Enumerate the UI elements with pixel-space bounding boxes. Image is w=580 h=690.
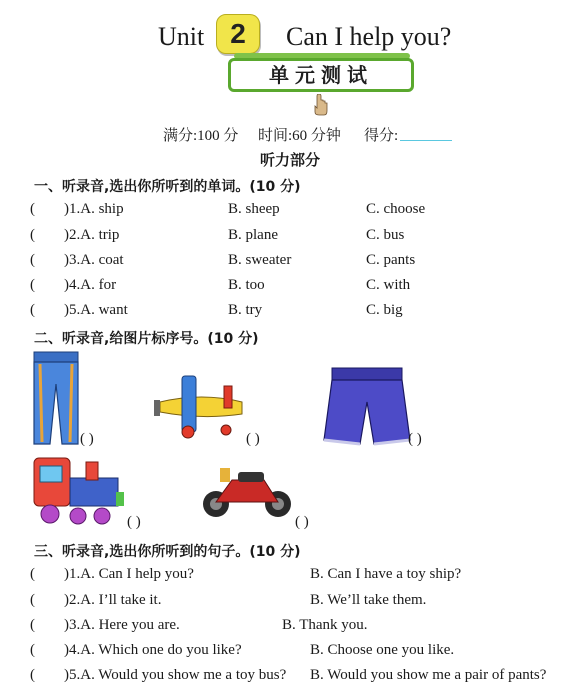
option-c: C. big bbox=[366, 302, 403, 318]
picture-5-answer[interactable]: ( ) bbox=[295, 514, 309, 530]
option-a: )5.A. want bbox=[64, 302, 128, 318]
option-a: )4.A. for bbox=[64, 277, 117, 293]
option-c: C. bus bbox=[366, 227, 405, 243]
table-row bbox=[0, 617, 580, 639]
shorts-icon bbox=[320, 366, 414, 446]
score-label: 得分: bbox=[364, 128, 399, 144]
table-row bbox=[0, 592, 580, 614]
table-row bbox=[0, 642, 580, 664]
picture-2-answer[interactable]: ( ) bbox=[246, 431, 260, 447]
table-row bbox=[0, 667, 580, 689]
toy-plane-icon bbox=[152, 372, 252, 440]
option-b: B. try bbox=[228, 302, 263, 318]
option-a: )1.A. Can I help you? bbox=[64, 566, 194, 582]
unit-number-badge: 2 bbox=[216, 14, 260, 54]
toy-train-icon bbox=[30, 452, 128, 528]
picture-3-answer[interactable]: ( ) bbox=[408, 431, 422, 447]
score-blank[interactable] bbox=[400, 140, 452, 141]
table-row bbox=[0, 566, 580, 588]
full-score: 满分:100 分 bbox=[163, 128, 239, 144]
option-c: C. pants bbox=[366, 252, 416, 268]
section2-heading: 二、听录音,给图片标序号。(10 分) bbox=[34, 331, 259, 347]
option-a: )1.A. ship bbox=[64, 201, 124, 217]
pants-icon bbox=[30, 350, 82, 446]
table-row bbox=[0, 277, 580, 299]
option-a: )3.A. coat bbox=[64, 252, 124, 268]
option-a: )3.A. Here you are. bbox=[64, 617, 180, 633]
motorcycle-icon bbox=[198, 462, 296, 520]
unit-word: Unit bbox=[158, 22, 205, 51]
option-b: B. sheep bbox=[228, 201, 280, 217]
option-b: B. Would you show me a pair of pants? bbox=[310, 667, 547, 683]
option-b: B. plane bbox=[228, 227, 278, 243]
table-row bbox=[0, 302, 580, 324]
option-a: )2.A. trip bbox=[64, 227, 120, 243]
time-limit: 时间:60 分钟 bbox=[258, 128, 341, 144]
option-b: B. We’ll take them. bbox=[310, 592, 427, 608]
option-b: B. Can I have a toy ship? bbox=[310, 566, 462, 582]
table-row bbox=[0, 252, 580, 274]
answer-paren[interactable]: ( bbox=[30, 667, 35, 683]
answer-paren[interactable]: ( bbox=[30, 302, 35, 318]
banner-text: 单元测试 bbox=[228, 58, 414, 92]
section3-heading: 三、听录音,选出你所听到的句子。(10 分) bbox=[34, 544, 301, 560]
answer-paren[interactable]: ( bbox=[30, 592, 35, 608]
listening-section-label: 听力部分 bbox=[259, 151, 320, 169]
answer-paren[interactable]: ( bbox=[30, 277, 35, 293]
answer-paren[interactable]: ( bbox=[30, 227, 35, 243]
option-a: )5.A. Would you show me a toy bus? bbox=[64, 667, 287, 683]
option-b: B. sweater bbox=[228, 252, 292, 268]
option-a: )2.A. I’ll take it. bbox=[64, 592, 162, 608]
option-b: B. too bbox=[228, 277, 265, 293]
hand-icon bbox=[314, 94, 328, 116]
answer-paren[interactable]: ( bbox=[30, 252, 35, 268]
option-b: B. Choose one you like. bbox=[310, 642, 455, 658]
table-row bbox=[0, 201, 580, 223]
section1-heading: 一、听录音,选出你所听到的单词。(10 分) bbox=[34, 179, 301, 195]
unit-title: Can I help you? bbox=[286, 22, 452, 51]
answer-paren[interactable]: ( bbox=[30, 642, 35, 658]
picture-1-answer[interactable]: ( ) bbox=[80, 431, 94, 447]
answer-paren[interactable]: ( bbox=[30, 566, 35, 582]
answer-paren[interactable]: ( bbox=[30, 201, 35, 217]
option-c: C. with bbox=[366, 277, 411, 293]
option-c: C. choose bbox=[366, 201, 426, 217]
table-row bbox=[0, 227, 580, 249]
option-a: )4.A. Which one do you like? bbox=[64, 642, 242, 658]
answer-paren[interactable]: ( bbox=[30, 617, 35, 633]
option-b: B. Thank you. bbox=[282, 617, 368, 633]
picture-4-answer[interactable]: ( ) bbox=[127, 514, 141, 530]
